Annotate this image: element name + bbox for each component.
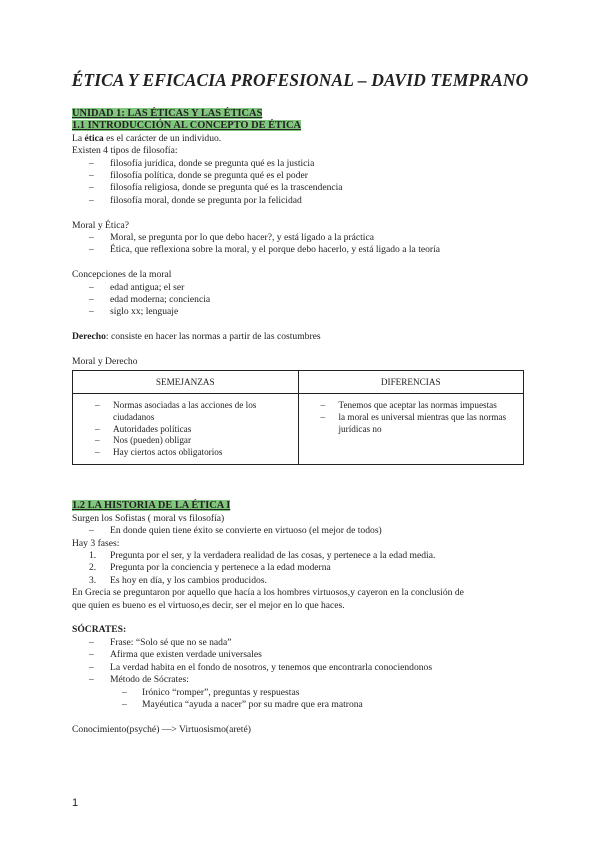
moral-derecho-title: Moral y Derecho	[72, 356, 138, 368]
list-item: – la moral es universal mientras que las normas jurídicas no	[299, 412, 520, 435]
list-item: – Moral, se pregunta por lo que debo hacer?, y está ligado a la práctica	[72, 232, 524, 244]
section-heading-1-1: 1.1 INTRODUCCIÓN AL CONCEPTO DE ÉTICA	[72, 120, 302, 132]
moral-etica-list	[72, 232, 524, 257]
tipos-intro: Existen 4 tipos de filosofía:	[72, 145, 178, 157]
moral-etica-title: Moral y Ética?	[72, 219, 130, 231]
list-item: – Irónico “romper”, preguntas y respuestas	[72, 687, 524, 699]
list-item: – filosofía jurídica, donde se pregunta qué es la justicia	[72, 158, 524, 170]
list-item: – filosofía política, donde se pregunta qué es el poder	[72, 170, 524, 182]
list-item: 2. Pregunta por la conciencia y pertenece a la edad moderna	[89, 562, 331, 574]
fases-intro: Hay 3 fases:	[72, 537, 120, 549]
concepciones-title: Concepciones de la moral	[72, 269, 172, 281]
list-item: – Tenemos que aceptar las normas impuestas	[299, 400, 520, 412]
list-item: – Autoridades políticas	[73, 424, 294, 436]
list-item: – edad antigua; el ser	[72, 282, 524, 294]
list-item: 1. Pregunta por el ser, y la verdadera realidad de las cosas, y pertenece a la edad media.	[89, 550, 436, 562]
list-item: – Afirma que existen verdade universales	[72, 649, 524, 661]
list-item: – siglo xx; lenguaje	[72, 306, 524, 318]
sofistas-list	[72, 525, 524, 537]
socrates-list	[72, 637, 524, 687]
document-body	[72, 108, 524, 736]
diferencias-cell	[298, 394, 524, 465]
derecho-definition: Derecho: consiste en hacer las normas a partir de las costumbres	[72, 331, 321, 343]
sofistas-intro: Surgen los Sofistas ( moral vs filosofía)	[72, 512, 225, 524]
fases-list	[72, 550, 524, 587]
socrates-title: SÓCRATES:	[72, 624, 127, 636]
list-item: – filosofía religiosa, donde se pregunta qué es la trascendencia	[72, 182, 524, 194]
semejanzas-cell	[73, 394, 299, 465]
list-item: – Método de Sócrates:	[72, 674, 524, 686]
list-item: – filosofía moral, donde se pregunta por la felicidad	[72, 195, 524, 207]
list-item: 3. Es hoy en día, y los cambios producidos.	[89, 574, 267, 586]
list-item: – La verdad habita en el fondo de nosotros, y tenemos que encontrarla conociendonos	[72, 662, 524, 674]
etica-definition: La ética es el carácter de un individuo.	[72, 132, 222, 144]
list-item: – En donde quien tiene éxito se convierte en virtuoso (el mejor de todos)	[72, 525, 524, 537]
list-item: – edad moderna; conciencia	[72, 294, 524, 306]
table-header-diferencias: DIFERENCIAS	[298, 371, 524, 394]
metodo-list	[72, 687, 524, 712]
unit-heading: UNIDAD 1: LAS ÉTICAS Y LAS ÉTICAS	[72, 108, 263, 119]
conocimiento-line: Conocimiento(psyché) —> Virtuosismo(areté)	[72, 723, 251, 735]
grecia-paragraph-line: En Grecia se preguntaron por aquello que hacía a los hombres virtuosos,y cayeron en la conclusión de	[72, 587, 464, 599]
concepciones-list	[72, 282, 524, 319]
list-item: – Frase: “Solo sé que no se nada”	[72, 637, 524, 649]
list-item: – Nos (pueden) obligar	[73, 435, 294, 447]
table-header-semejanzas: SEMEJANZAS	[73, 371, 299, 394]
list-item: – Mayéutica “ayuda a nacer” por su madre que era matrona	[72, 699, 524, 711]
document-title: ÉTICA Y EFICACIA PROFESIONAL – DAVID TEMPRANO	[71, 70, 529, 90]
comparison-table	[72, 370, 524, 465]
tipos-list	[72, 158, 524, 208]
list-item: – Ética, que reflexiona sobre la moral, y el porque debo hacerlo, y está ligado a la teoría	[72, 244, 524, 256]
section-heading-1-2: 1.2 LA HISTORIA DE LA ÉTICA I	[72, 500, 231, 512]
grecia-paragraph-line: que quien es bueno es el virtuoso,es decir, ser el mejor en lo que haces.	[72, 599, 345, 611]
page-number: 1	[72, 797, 79, 809]
list-item: – Normas asociadas a las acciones de los ciudadanos	[73, 400, 294, 423]
list-item: – Hay ciertos actos obligatorios	[73, 447, 294, 459]
